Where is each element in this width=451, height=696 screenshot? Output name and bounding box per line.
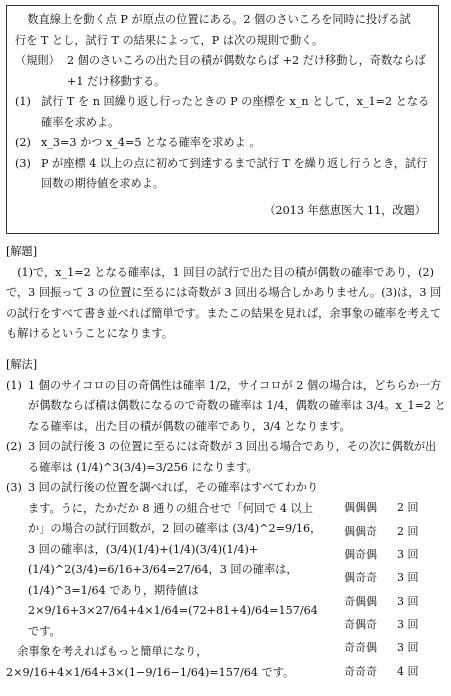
table-row — [344, 543, 427, 566]
kaiho-label: [解法] — [6, 358, 38, 371]
table-pattern: 奇奇奇 — [344, 664, 377, 678]
table-row — [344, 636, 427, 659]
table-pattern: 偶偶奇 — [344, 524, 377, 538]
kaiho-item-3-text: 3 回の試行後の位置を調べれば，その確率はすべてわかります。うに，たかだか 8 通りの組合せで「何回で 4 以上か」の場合の試行回数が，2 回の確率は (3/4)^2=9/16，3 回の確率は，(3/4)(1/4)+(1/4)(3/4)(1/4)+(1/4)^2(3/4)=6/16+3/64=27/64，3 回の確率は，(1/4)^3=1/64 であり，期待値は 2×9/16+3×27/64+4×1/64=(72+81+4)/64=157/64 です。 — [28, 481, 322, 638]
kaiho-item-3-label: (3) — [6, 481, 22, 494]
table-row — [344, 566, 427, 589]
trial-table — [344, 496, 427, 683]
table-pattern: 奇偶偶 — [344, 594, 377, 608]
table-row — [344, 613, 427, 636]
rule-label: （規則） — [15, 54, 60, 67]
kaiho-item-2-label: (2) — [6, 440, 22, 453]
table-count: 3 回 — [397, 641, 419, 655]
problem-source: （2013 年慈恵医大 11，改題） — [264, 203, 426, 217]
problem-item-2 — [15, 133, 432, 154]
problem-item-3 — [15, 154, 432, 195]
table-row — [344, 660, 427, 683]
problem-item-1-text: 試行 T を n 回繰り返し行ったときの P の座標を x_n として，x_1=2 となる確率を求めよ。 — [41, 95, 430, 129]
table-count: 2 回 — [397, 501, 419, 515]
problem-item-2-label: (2) — [15, 136, 31, 149]
problem-box — [6, 5, 439, 234]
table-row — [344, 590, 427, 613]
kaidai-section — [6, 242, 446, 345]
kaiho-item-2-text: 3 回の試行後 3 の位置に至るには奇数が 3 回出る場合であり，その次に偶数が出る確率は (1/4)^3(3/4)=3/256 になります。 — [28, 440, 437, 474]
kaiho-item-3-row — [6, 478, 446, 683]
table-pattern: 偶偶偶 — [344, 501, 377, 515]
kaidai-label: [解題] — [6, 245, 38, 258]
kaidai-text: (1)で，x_1=2 となる確率は，1 回目の試行で出た目の積が偶数の確率であり，(2)で，3 回振って 3 の位置に至るには奇数が 3 回出る場合しかありません。(3)は，3 回の試行をすべて書き並べれば簡単です。またこの結果を見れば，余事象の確率を考えても解けるということになります。 — [6, 265, 442, 340]
kaiho-item-1-text: 1 個のサイコロの目の奇偶性は確率 1/2，サイコロが 2 個の場合は，どちらか一方が偶数ならば積は偶数になるので奇数の確率は 1/4，偶数の確率は 3/4。x_1=2 となる確率は，出た目の積が偶数の確率であり，3/4 となります。 — [28, 378, 446, 433]
problem-item-2-text: x_3=3 かつ x_4=5 となる確率を求めよ 。 — [41, 136, 261, 149]
kaiho-section — [6, 355, 446, 683]
table-count: 3 回 — [397, 618, 419, 632]
table-row — [344, 519, 427, 542]
table-count: 3 回 — [397, 594, 419, 608]
kaiho-item-3-extra: 余事象を考えればもっと簡単になり，2×9/16+4×1/64+3×(1−9/16−1/64)=157/64 です。 — [6, 645, 295, 679]
problem-item-1 — [15, 92, 432, 133]
problem-item-3-text: P が座標 4 以上の点に初めて到達するまで試行 T を繰り返し行うとき，試行回数の期待値を求めよ。 — [41, 156, 428, 190]
kaiho-item-1 — [6, 376, 446, 438]
table-count: 2 回 — [397, 524, 419, 538]
table-pattern: 偶奇奇 — [344, 571, 377, 585]
rule-text: 2 個のさいころの出た目の積が偶数ならば +2 だけ移動し，奇数ならば +1 だけ移動する。 — [67, 54, 426, 88]
problem-line-1: 数直線上を動く点 P が原点の位置にある。2 個のさいころを同時に投げる試 — [27, 13, 411, 26]
table-pattern: 偶奇偶 — [344, 547, 377, 561]
problem-item-1-label: (1) — [15, 95, 31, 108]
table-count: 4 回 — [397, 664, 419, 678]
table-pattern: 奇奇偶 — [344, 641, 377, 655]
rule — [15, 51, 432, 92]
kaiho-item-2 — [6, 437, 446, 478]
table-count: 3 回 — [397, 571, 419, 585]
problem-line-2: 行を T とし，試行 T の結果によって，P は次の規則で動く。 — [15, 33, 324, 47]
kaiho-item-3 — [6, 478, 328, 642]
table-pattern: 奇偶奇 — [344, 618, 377, 632]
table-count: 3 回 — [397, 547, 419, 561]
table-row — [344, 496, 427, 519]
kaiho-item-1-label: (1) — [6, 378, 22, 392]
problem-item-3-label: (3) — [15, 156, 31, 170]
